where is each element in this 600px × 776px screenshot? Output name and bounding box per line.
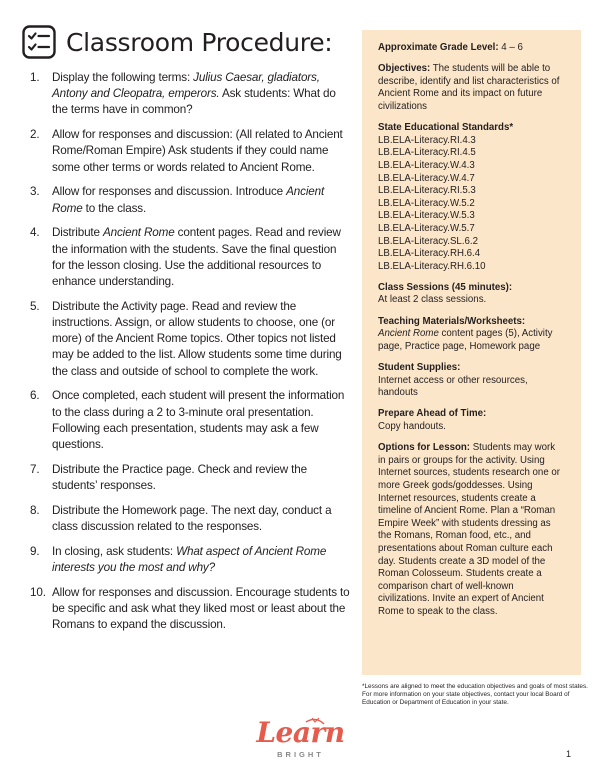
student-supplies: Student Supplies: Internet access or other resources, handouts — [378, 362, 528, 399]
logo-subtitle: BRIGHT — [277, 750, 324, 759]
standard-item: LB.ELA-Literacy.RI.5.3 — [378, 185, 476, 197]
standard-item: LB.ELA-Literacy.RH.6.4 — [378, 248, 481, 260]
procedure-step — [30, 503, 350, 535]
step-number: 1. — [30, 71, 40, 84]
standard-item: LB.ELA-Literacy.W.5.3 — [378, 210, 475, 222]
step-text: Allow for responses and discussion. Encourage students to be specific and ask what they liked most or least about the Romans to expand the discussion. — [52, 585, 350, 632]
procedure-step — [30, 225, 350, 290]
procedure-step — [30, 585, 350, 634]
standard-item: LB.ELA-Literacy.RI.4.5 — [378, 147, 476, 159]
logo-word: Learn — [256, 716, 345, 749]
step-text: Once completed, each student will present the information to the class during a 2 to 3-minute oral presentation. Following each presentation, students may ask a few questions. — [52, 389, 345, 452]
page-header — [22, 22, 332, 62]
step-text: Distribute the Activity page. Read and review the instructions. Assign, or allow students to choose, one (or more) of the Ancient Rome topics. Other topics not listed may be added to the list. Allow students some time during the class and outside of school to complete the work. — [52, 299, 342, 378]
standard-item: LB.ELA-Literacy.RI.4.3 — [378, 134, 476, 146]
standard-item: LB.ELA-Literacy.W.5.7 — [378, 222, 475, 234]
class-sessions: Class Sessions (45 minutes): At least 2 class sessions. — [378, 281, 513, 306]
standards-list — [378, 135, 565, 274]
procedure-step — [30, 462, 350, 494]
procedure-step — [30, 544, 350, 576]
standard-item: LB.ELA-Literacy.W.5.2 — [378, 197, 475, 209]
procedure-step — [30, 388, 350, 453]
procedure-list — [30, 70, 350, 642]
lesson-options: Options for Lesson: Students may work in pairs or groups for the activity. Using Internet sources, students research one or more Greek gods/goddesses. Using Internet resources, students create a timeline of Ancient Rome. Plan a “Roman Empire Week” with students dressing as the Romans, Roman food, etc., and presentations about Roman culture each day. Students create a 3D model of the Roman Colosseum. Students create a comparison chart of well-known civilizations. Invite an expert of Ancient Rome to speak to the class. — [378, 442, 561, 617]
standard-item: LB.ELA-Literacy.W.4.3 — [378, 159, 475, 171]
prepare-ahead: Prepare Ahead of Time: Copy handouts. — [378, 408, 487, 432]
step-text: Distribute the Homework page. The next day, conduct a class discussion related to the responses. — [52, 503, 332, 534]
procedure-step — [30, 70, 350, 119]
step-number: 9. — [30, 544, 40, 558]
step-number: 6. — [30, 389, 40, 403]
step-number: 3. — [30, 185, 40, 199]
learn-bright-logo — [248, 716, 353, 766]
step-text: Distribute the Practice page. Check and review the students’ responses. — [52, 462, 307, 493]
step-number: 8. — [30, 503, 40, 517]
standard-item: LB.ELA-Literacy.RH.6.10 — [378, 260, 486, 272]
procedure-step — [30, 299, 350, 380]
page-title: Classroom Procedure: — [66, 27, 333, 57]
page-number: 1 — [566, 749, 572, 759]
checklist-icon — [22, 25, 56, 59]
standards-footnote: *Lessons are aligned to meet the education objectives and goals of most states. For more information on your state objectives, contact your local Board of Education or Department of Education in your state. — [362, 683, 588, 707]
procedure-step — [30, 184, 350, 216]
teaching-materials: Teaching Materials/Worksheets: Ancient Rome content pages (5), Activity page, Practice page, Homework page — [378, 315, 553, 352]
step-text: Allow for responses and discussion. Introduce Ancient Rome to the class. — [52, 185, 325, 215]
standard-item: LB.ELA-Literacy.W.4.7 — [378, 172, 475, 184]
step-number: 4. — [30, 226, 40, 240]
lesson-sidebar — [362, 30, 581, 675]
step-text: Allow for responses and discussion: (All related to Ancient Rome/Roman Empire) Ask students if they could name some other terms or words related to Ancient Rome. — [52, 128, 343, 174]
step-number: 10. — [30, 585, 46, 599]
step-number: 2. — [30, 128, 40, 142]
step-text: Distribute Ancient Rome content pages. Read and review the information with the students. Save the final question for the lesson closing. Use the additional resources to enhance understanding. — [52, 226, 341, 289]
state-standards: State Educational Standards* LB.ELA-Literacy.RI.4.3 LB.ELA-Literacy.RI.4.5 LB.ELA-Literacy.W.4.3 LB.ELA-Literacy.W.4.7 LB.ELA-Literacy.RI.5.3 LB.ELA-Literacy.W.5.2 LB.ELA-Literacy.W.5.3 LB.ELA-Literacy.W.5.7 LB.ELA-Literacy.SL.6.2 LB.ELA-Literacy.RH.6.4 LB.ELA-Literacy.RH.6.10 — [378, 122, 565, 273]
standard-item: LB.ELA-Literacy.SL.6.2 — [378, 235, 478, 247]
step-number: 5. — [30, 299, 40, 313]
step-text: In closing, ask students: What aspect of Ancient Rome interests you the most and why? — [52, 544, 327, 575]
step-number: 7. — [30, 462, 40, 476]
procedure-step — [30, 127, 350, 176]
grade-level: Approximate Grade Level: 4 – 6 — [378, 42, 523, 53]
step-text: Display the following terms: Julius Caesar, gladiators, Antony and Cleopatra, emperors. Ask students: What do the terms have in common? — [52, 71, 336, 117]
objectives: Objectives: The students will be able to describe, identify and list characteristics of Ancient Rome and its impact on future civilizations — [378, 63, 560, 112]
